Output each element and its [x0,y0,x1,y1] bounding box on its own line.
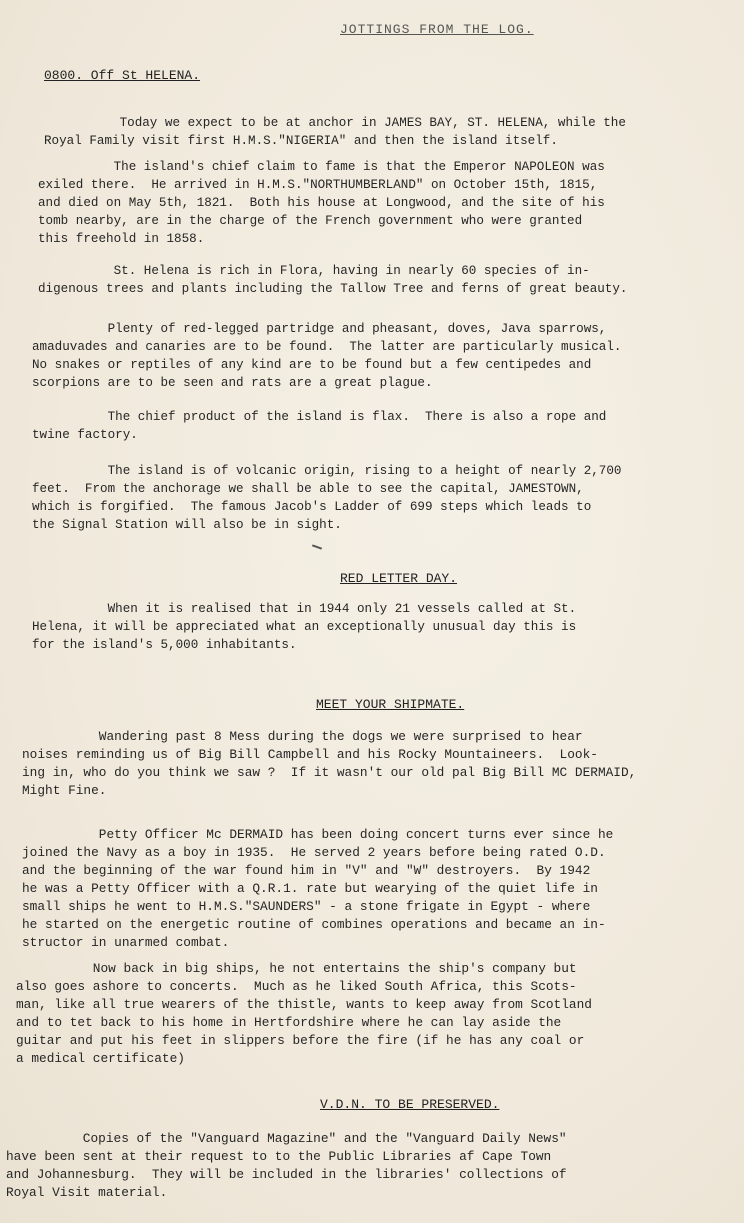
section-heading-vdn-preserved: V.D.N. TO BE PRESERVED. [320,1097,500,1112]
paragraph-napoleon: The island's chief claim to fame is that the Emperor NAPOLEON was exiled there. He arrived in H.M.S."NORTHUMBERLAND" on October 15th, 1815, and died on May 5th, 1821. Both his house at Longwood, and the site of his tomb nearby, are in the charge of the French government who were granted this freehold in 1858. [38,160,605,246]
paragraph-flora: St. Helena is rich in Flora, having in nearly 60 species of in- digenous trees and plants including the Tallow Tree and ferns of great beauty. [38,264,628,296]
paragraph-big-ships: Now back in big ships, he not entertains the ship's company but also goes ashore to concerts. Much as he liked South Africa, this Scots- man, like all true wearers of the thistle, wants to keep away from Scotland and to tet back to his home in Hertfordshire where he can lay aside the guitar and put his feet in slippers before the fire (if he has any coal or a medical certificate) [16,961,592,1066]
document-title: JOTTINGS FROM THE LOG. [340,22,534,37]
section-heading-red-letter-day: RED LETTER DAY. [340,571,458,586]
section-heading-meet-your-shipmate: MEET YOUR SHIPMATE. [316,697,465,712]
paragraph-flax: The chief product of the island is flax. There is also a rope and twine factory. [32,410,607,442]
paragraph-wandering: Wandering past 8 Mess during the dogs we were surprised to hear noises reminding us of Big Bill Campbell and his Rocky Mountaineers. Look- ing in, who do you think we saw ? If it wasn't our old pal Big Bill MC DERMAID, Might Fine. [22,729,637,798]
divider-mark [312,544,322,549]
paragraph-vessels: When it is realised that in 1944 only 21 vessels called at St. Helena, it will be appreciated what an exceptionally unusual day this is for the island's 5,000 inhabitants. [32,602,577,652]
paragraph-petty-officer: Petty Officer Mc DERMAID has been doing concert turns ever since he joined the Navy as a boy in 1935. He served 2 years before being rated O.D. and the beginning of the war found him in "V" and "W" destroyers. By 1942 he was a Petty Officer with a Q.R.1. rate but wearying of the quiet life in small ships he went to H.M.S."SAUNDERS" - a stone frigate in Egypt - where he started on the energetic routine of combines operations and became an in- structor in unarmed combat. [22,827,614,950]
paragraph-anchor: Today we expect to be at anchor in JAMES BAY, ST. HELENA, while the Royal Family visit first H.M.S."NIGERIA" and then the island itself. [44,116,626,148]
paragraph-fauna: Plenty of red-legged partridge and pheasant, doves, Java sparrows, amaduvades and canaries are to be found. The latter are particularly musical. No snakes or reptiles of any kind are to be found but a few centipedes and scorpions are to be seen and rats are a great plague. [32,322,622,390]
paragraph-copies: Copies of the "Vanguard Magazine" and the "Vanguard Daily News" have been sent at their request to to the Public Libraries af Cape Town and Johannesburg. They will be included in the libraries' collections of Royal Visit material. [6,1131,567,1200]
paragraph-volcanic: The island is of volcanic origin, rising to a height of nearly 2,700 feet. From the anchorage we shall be able to see the capital, JAMESTOWN, which is forgified. The famous Jacob's Ladder of 699 steps which leads to the Signal Station will also be in sight. [32,464,622,532]
section-heading-st-helena: 0800. Off St HELENA. [44,68,201,83]
